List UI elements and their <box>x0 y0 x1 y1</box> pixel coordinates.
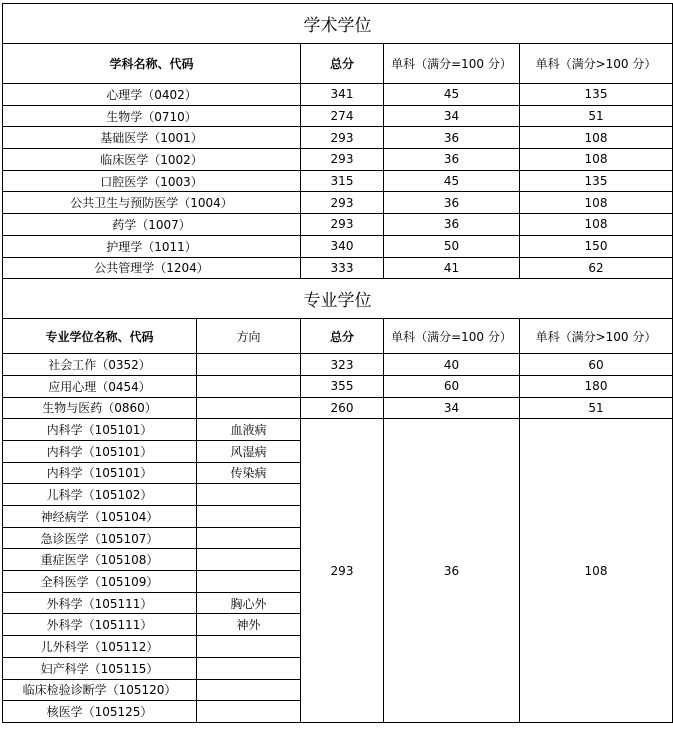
academic-header-total: 总分 <box>301 44 384 84</box>
degree-name: 内科学（105101） <box>3 419 197 441</box>
professional-header-single100: 单科（满分=100 分） <box>384 319 520 354</box>
single-score-over100: 108 <box>520 214 673 236</box>
total-score: 293 <box>301 192 384 214</box>
degree-name: 生物与医药（0860） <box>3 397 197 419</box>
subject-name: 公共管理学（1204） <box>3 257 301 279</box>
direction <box>197 527 301 549</box>
table-row <box>3 419 673 441</box>
degree-name: 核医学（105125） <box>3 701 197 723</box>
table-row <box>3 192 673 214</box>
direction: 神外 <box>197 614 301 636</box>
degree-name: 儿外科学（105112） <box>3 636 197 658</box>
group-single-score-100: 36 <box>384 419 520 723</box>
degree-name: 急诊医学（105107） <box>3 527 197 549</box>
group-single-score-over100: 108 <box>520 419 673 723</box>
degree-name: 临床检验诊断学（105120） <box>3 679 197 701</box>
total-score: 260 <box>301 397 384 419</box>
single-score-100: 40 <box>384 354 520 376</box>
direction <box>197 375 301 397</box>
subject-name: 心理学（0402） <box>3 84 301 106</box>
single-score-100: 45 <box>384 84 520 106</box>
single-score-100: 50 <box>384 235 520 257</box>
direction <box>197 701 301 723</box>
table-row <box>3 149 673 171</box>
table-row <box>3 354 673 376</box>
academic-section-title: 学术学位 <box>3 4 673 44</box>
single-score-over100: 180 <box>520 375 673 397</box>
single-score-over100: 51 <box>520 397 673 419</box>
total-score: 315 <box>301 170 384 192</box>
subject-name: 生物学（0710） <box>3 105 301 127</box>
academic-header-single-over100: 单科（满分>100 分） <box>520 44 673 84</box>
single-score-over100: 150 <box>520 235 673 257</box>
subject-name: 临床医学（1002） <box>3 149 301 171</box>
direction <box>197 571 301 593</box>
subject-name: 药学（1007） <box>3 214 301 236</box>
single-score-100: 34 <box>384 397 520 419</box>
degree-name: 内科学（105101） <box>3 462 197 484</box>
single-score-over100: 108 <box>520 192 673 214</box>
subject-name: 基础医学（1001） <box>3 127 301 149</box>
direction: 胸心外 <box>197 592 301 614</box>
total-score: 323 <box>301 354 384 376</box>
professional-section-title: 专业学位 <box>3 279 673 319</box>
single-score-100: 36 <box>384 192 520 214</box>
direction <box>197 354 301 376</box>
table-row <box>3 105 673 127</box>
table-row <box>3 375 673 397</box>
table-row <box>3 257 673 279</box>
total-score: 333 <box>301 257 384 279</box>
degree-name: 重症医学（105108） <box>3 549 197 571</box>
direction <box>197 679 301 701</box>
single-score-over100: 60 <box>520 354 673 376</box>
single-score-over100: 108 <box>520 127 673 149</box>
direction <box>197 549 301 571</box>
table-row <box>3 84 673 106</box>
total-score: 293 <box>301 127 384 149</box>
single-score-100: 41 <box>384 257 520 279</box>
single-score-over100: 62 <box>520 257 673 279</box>
direction <box>197 484 301 506</box>
degree-name: 外科学（105111） <box>3 614 197 636</box>
total-score: 274 <box>301 105 384 127</box>
direction <box>197 506 301 528</box>
professional-header-direction: 方向 <box>197 319 301 354</box>
direction: 风湿病 <box>197 440 301 462</box>
subject-name: 护理学（1011） <box>3 235 301 257</box>
degree-name: 社会工作（0352） <box>3 354 197 376</box>
score-table <box>2 3 673 723</box>
professional-header-name: 专业学位名称、代码 <box>3 319 197 354</box>
professional-header-total: 总分 <box>301 319 384 354</box>
degree-name: 内科学（105101） <box>3 440 197 462</box>
direction <box>197 636 301 658</box>
direction: 血液病 <box>197 419 301 441</box>
degree-name: 外科学（105111） <box>3 592 197 614</box>
total-score: 355 <box>301 375 384 397</box>
table-row <box>3 235 673 257</box>
direction: 传染病 <box>197 462 301 484</box>
degree-name: 神经病学（105104） <box>3 506 197 528</box>
single-score-over100: 51 <box>520 105 673 127</box>
degree-name: 儿科学（105102） <box>3 484 197 506</box>
subject-name: 口腔医学（1003） <box>3 170 301 192</box>
single-score-over100: 108 <box>520 149 673 171</box>
table-row <box>3 397 673 419</box>
score-table-container <box>2 3 673 723</box>
degree-name: 应用心理（0454） <box>3 375 197 397</box>
academic-header-name: 学科名称、代码 <box>3 44 301 84</box>
single-score-100: 36 <box>384 214 520 236</box>
academic-header-single100: 单科（满分=100 分） <box>384 44 520 84</box>
total-score: 341 <box>301 84 384 106</box>
single-score-100: 60 <box>384 375 520 397</box>
total-score: 293 <box>301 214 384 236</box>
total-score: 293 <box>301 149 384 171</box>
direction <box>197 657 301 679</box>
single-score-100: 45 <box>384 170 520 192</box>
table-row <box>3 170 673 192</box>
total-score: 340 <box>301 235 384 257</box>
professional-header-single-over100: 单科（满分>100 分） <box>520 319 673 354</box>
table-row <box>3 214 673 236</box>
single-score-100: 34 <box>384 105 520 127</box>
single-score-100: 36 <box>384 127 520 149</box>
degree-name: 全科医学（105109） <box>3 571 197 593</box>
single-score-over100: 135 <box>520 170 673 192</box>
direction <box>197 397 301 419</box>
subject-name: 公共卫生与预防医学（1004） <box>3 192 301 214</box>
single-score-100: 36 <box>384 149 520 171</box>
single-score-over100: 135 <box>520 84 673 106</box>
table-row <box>3 127 673 149</box>
group-total-score: 293 <box>301 419 384 723</box>
degree-name: 妇产科学（105115） <box>3 657 197 679</box>
